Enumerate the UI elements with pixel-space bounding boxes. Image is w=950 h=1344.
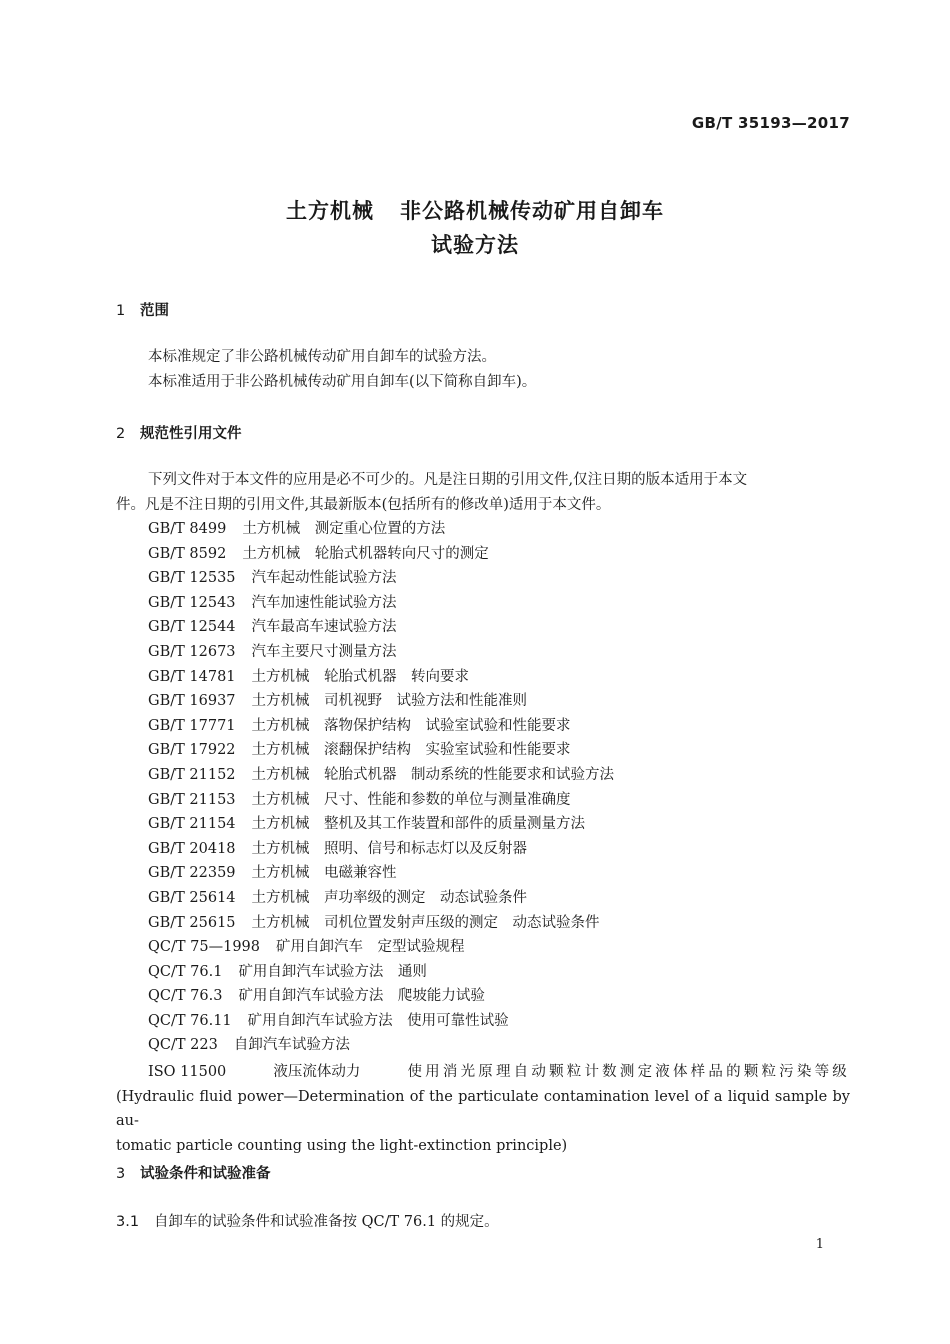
title-part2: 非公路机械传动矿用自卸车 — [400, 199, 664, 223]
section-3-heading — [116, 1162, 271, 1183]
reference-title: 汽车起动性能试验方法 — [251, 570, 397, 587]
iso-reference — [116, 1060, 850, 1158]
reference-title: 矿用自卸汽车试验方法 通则 — [238, 963, 427, 980]
reference-title: 矿用自卸汽车 定型试验规程 — [276, 939, 465, 956]
iso-title-en-line2: tomatic particle counting using the light-extinction principle) — [116, 1137, 568, 1154]
section-title: 范围 — [140, 303, 169, 319]
reference-title: 土方机械 声功率级的测定 动态试验条件 — [251, 889, 528, 906]
reference-item — [148, 911, 850, 936]
reference-code: GB/T 16937 — [148, 693, 236, 710]
reference-title: 土方机械 电磁兼容性 — [251, 865, 397, 882]
reference-item — [148, 517, 850, 542]
iso-title-en-line1: (Hydraulic fluid power—Determination of the particulate contamination level of a liquid sample by au- — [116, 1088, 850, 1130]
reference-item — [148, 812, 850, 837]
reference-code: GB/T 25614 — [148, 889, 236, 906]
paragraph: 本标准规定了非公路机械传动矿用自卸车的试验方法。 — [148, 349, 496, 365]
page-number: 1 — [815, 1237, 824, 1252]
reference-title: 自卸汽车试验方法 — [233, 1037, 350, 1054]
reference-item — [148, 763, 850, 788]
reference-title: 土方机械 照明、信号和标志灯以及反射器 — [251, 840, 528, 857]
reference-title: 土方机械 轮胎式机器转向尺寸的测定 — [242, 545, 489, 562]
reference-item — [148, 861, 850, 886]
section-1-body — [116, 345, 850, 394]
reference-title: 汽车最高车速试验方法 — [251, 619, 397, 636]
reference-title: 土方机械 测定重心位置的方法 — [242, 521, 446, 537]
iso-title-cn-part2: 使用消光原理自动颗粒计数测定液体样品的颗粒污染等级 — [407, 1064, 850, 1080]
reference-title: 土方机械 轮胎式机器 制动系统的性能要求和试验方法 — [251, 766, 615, 783]
reference-item — [148, 1009, 850, 1034]
reference-item — [148, 984, 850, 1009]
reference-title: 土方机械 轮胎式机器 转向要求 — [251, 668, 470, 685]
document-title-line1 — [0, 195, 950, 225]
reference-title: 矿用自卸汽车试验方法 使用可靠性试验 — [247, 1012, 509, 1029]
standard-number: GB/T 35193—2017 — [691, 114, 850, 132]
reference-item — [148, 886, 850, 911]
intro-line: 下列文件对于本文件的应用是必不可少的。凡是注日期的引用文件,仅注日期的版本适用于本文 — [148, 472, 748, 488]
reference-code: GB/T 12544 — [148, 619, 236, 636]
reference-code: GB/T 14781 — [148, 668, 236, 685]
iso-code: ISO 11500 — [148, 1064, 227, 1080]
reference-item — [148, 542, 850, 567]
reference-code: GB/T 17771 — [148, 717, 236, 734]
reference-code: QC/T 76.1 — [148, 963, 223, 980]
reference-item — [148, 1033, 850, 1058]
reference-item — [148, 640, 850, 665]
reference-code: QC/T 76.3 — [148, 988, 223, 1005]
reference-item — [148, 960, 850, 985]
section-title: 规范性引用文件 — [140, 426, 242, 442]
clause-3-1 — [116, 1210, 499, 1231]
reference-title: 土方机械 滚翻保护结构 实验室试验和性能要求 — [251, 742, 571, 759]
reference-title: 汽车主要尺寸测量方法 — [251, 643, 397, 660]
reference-title: 矿用自卸汽车试验方法 爬坡能力试验 — [238, 988, 485, 1005]
reference-code: GB/T 21152 — [148, 766, 236, 783]
reference-code: GB/T 21154 — [148, 816, 236, 833]
reference-title: 土方机械 尺寸、性能和参数的单位与测量准确度 — [251, 791, 571, 808]
reference-item — [148, 837, 850, 862]
reference-title: 土方机械 司机位置发射声压级的测定 动态试验条件 — [251, 914, 600, 931]
reference-item — [148, 714, 850, 739]
section-2-heading — [116, 422, 242, 443]
reference-code: GB/T 12673 — [148, 643, 236, 660]
intro-line: 件。凡是不注日期的引用文件,其最新版本(包括所有的修改单)适用于本文件。 — [116, 496, 611, 513]
reference-title: 土方机械 整机及其工作装置和部件的质量测量方法 — [251, 816, 586, 833]
reference-code: QC/T 75—1998 — [148, 939, 260, 956]
section-number: 3 — [116, 1166, 126, 1182]
paragraph: 本标准适用于非公路机械传动矿用自卸车(以下简称自卸车)。 — [148, 373, 537, 390]
clause-text: 自卸车的试验条件和试验准备按 QC/T 76.1 的规定。 — [154, 1214, 499, 1230]
reference-code: GB/T 22359 — [148, 865, 236, 882]
section-number: 1 — [116, 303, 126, 319]
reference-item — [148, 935, 850, 960]
section-2-intro — [116, 468, 850, 517]
reference-code: QC/T 76.11 — [148, 1012, 232, 1029]
section-1-heading — [116, 299, 169, 320]
reference-item — [148, 566, 850, 591]
title-part1: 土方机械 — [286, 199, 374, 223]
reference-item — [148, 738, 850, 763]
reference-item — [148, 615, 850, 640]
iso-title-cn-part1: 液压流体动力 — [273, 1064, 361, 1080]
reference-code: GB/T 17922 — [148, 742, 236, 759]
document-title-line2: 试验方法 — [431, 233, 519, 257]
reference-title: 土方机械 司机视野 试验方法和性能准则 — [251, 693, 528, 710]
clause-number: 3.1 — [116, 1214, 140, 1230]
reference-code: GB/T 21153 — [148, 791, 236, 808]
section-title: 试验条件和试验准备 — [140, 1166, 271, 1182]
reference-item — [148, 689, 850, 714]
iso-reference-first-line — [116, 1060, 850, 1085]
reference-item — [148, 591, 850, 616]
reference-code: QC/T 223 — [148, 1037, 218, 1054]
reference-code: GB/T 8499 — [148, 521, 227, 537]
section-number: 2 — [116, 426, 126, 442]
reference-code: GB/T 8592 — [148, 545, 227, 562]
reference-item — [148, 788, 850, 813]
reference-code: GB/T 12535 — [148, 570, 236, 587]
reference-code: GB/T 25615 — [148, 914, 236, 931]
reference-code: GB/T 12543 — [148, 594, 236, 611]
reference-code: GB/T 20418 — [148, 840, 236, 857]
reference-title: 汽车加速性能试验方法 — [251, 594, 397, 611]
reference-item — [148, 665, 850, 690]
reference-list — [148, 517, 850, 1058]
reference-title: 土方机械 落物保护结构 试验室试验和性能要求 — [251, 717, 571, 734]
